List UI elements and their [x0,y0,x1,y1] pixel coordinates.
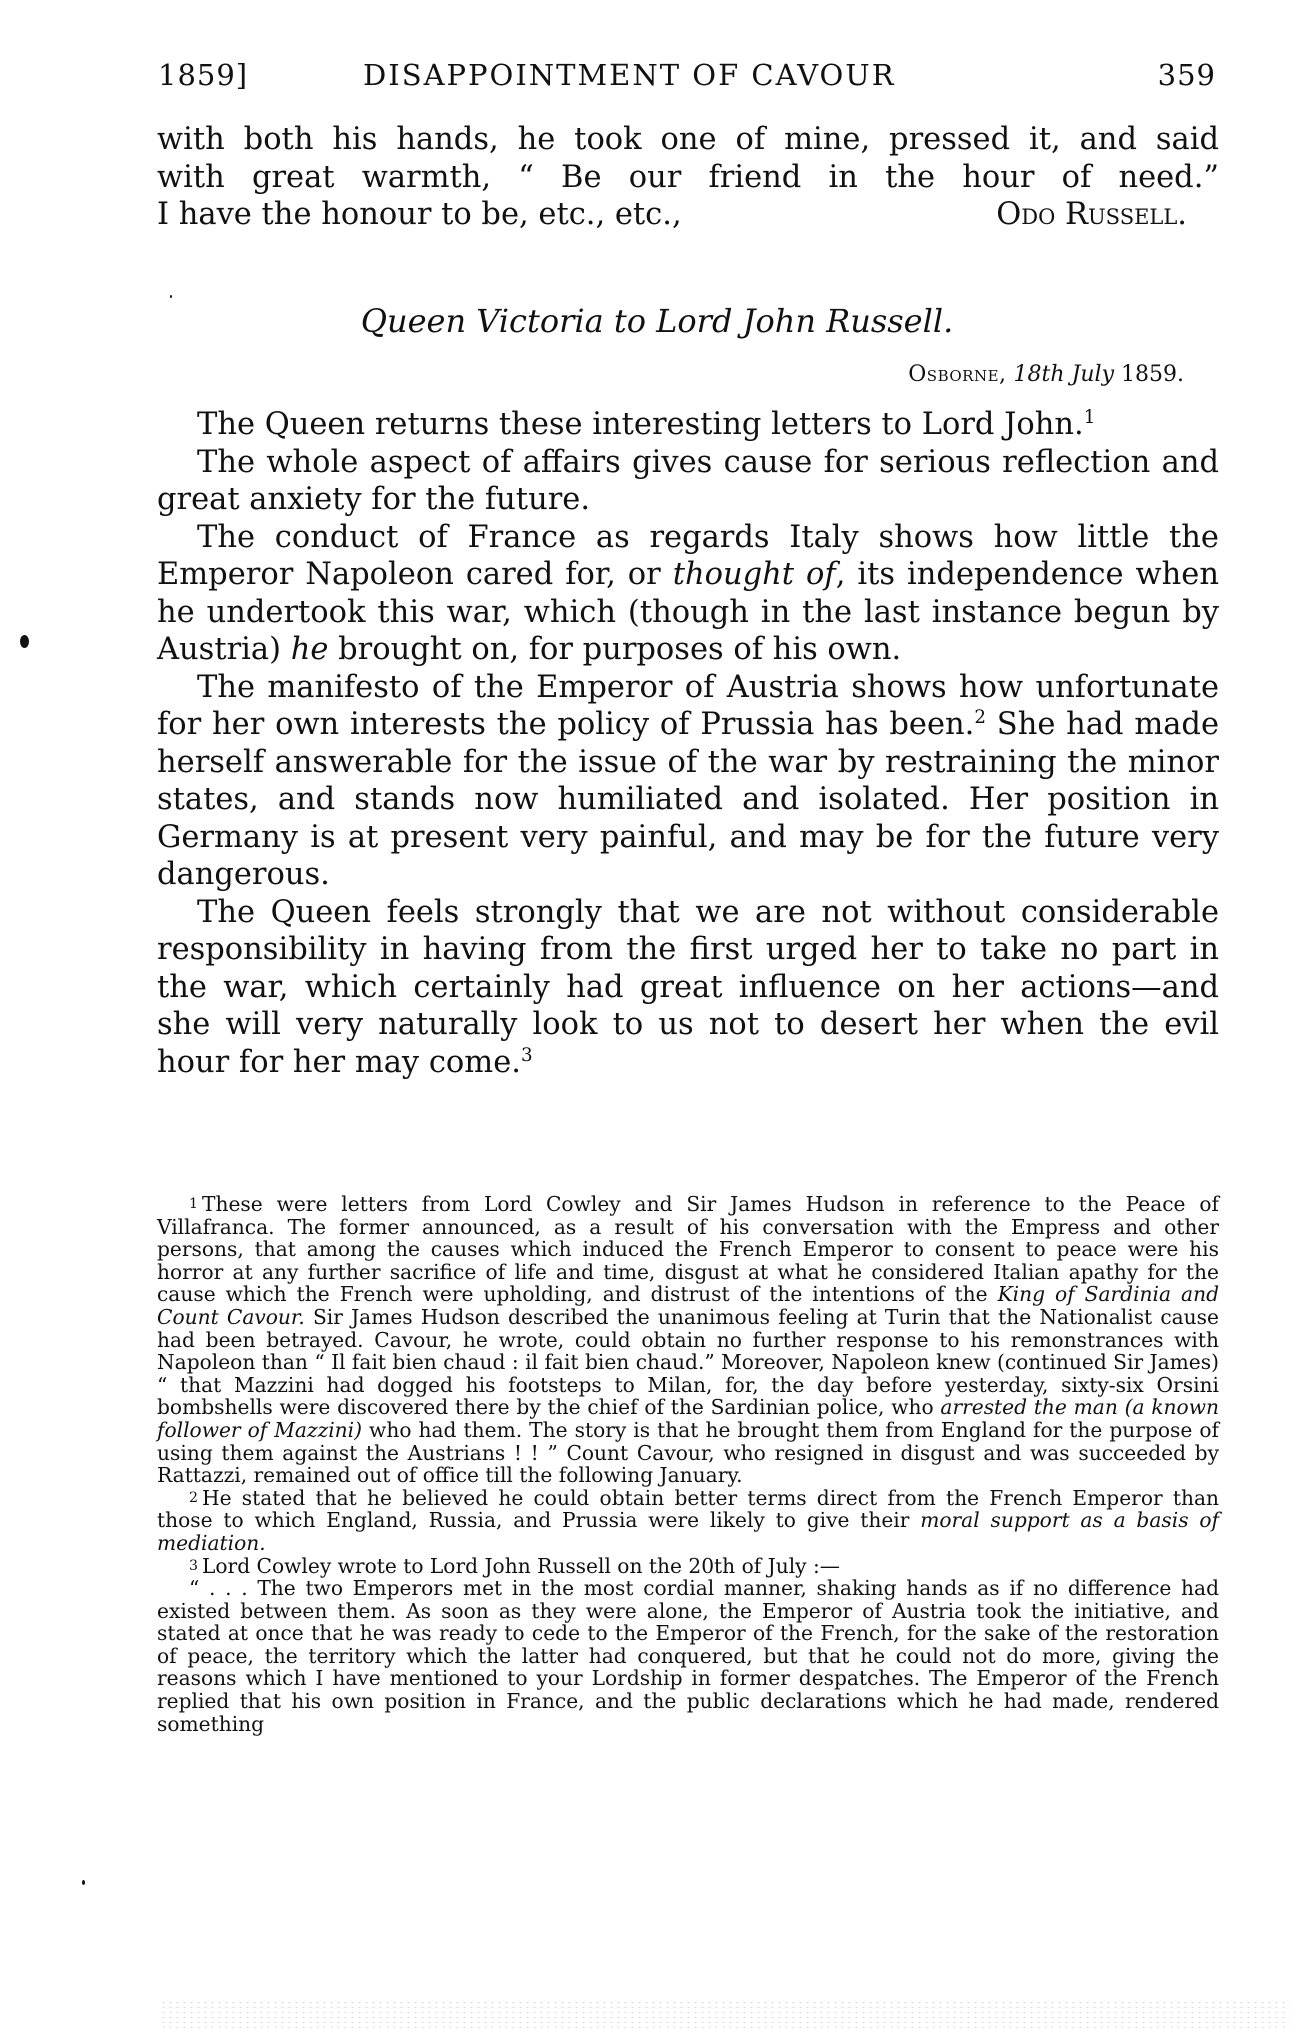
dateline-month: July [1071,362,1115,387]
footnote-1-text-b: Sir James Hudson described the unanimous feeling at Turin that the Nationalist cause had been betrayed. Cavour, he wrote, could obtain no further response to his remonstrances with Napoleon than “ Il fait bien chaud : il fait bien chaud.” Moreover, Napoleon knew (continued Sir James) “ that Mazzini had dogged his footsteps to Milan, for, the day before yesterday, sixty-six Orsini bombshells were discovered there by the chief of the Sardinian police, who [157,1304,1219,1420]
paragraph-3 [157,519,1219,669]
footnote-ref-3[interactable]: 3 [520,1044,533,1066]
footnote-2 [157,1487,1219,1555]
letter-body [157,406,1219,1081]
paragraph-4-text-b: She had made herself answerable for the issue of the war by restraining the minor states, and stands now humiliated and isolated. Her position in Germany is at present very painful, and may be for the future very dangerous. [157,707,1220,892]
footnote-ref-2[interactable]: 2 [974,706,987,728]
page-number: 359 [1157,58,1216,92]
continuation-line-1: with both his hands, he took one of mine, pressed it, and said [157,122,1219,157]
footnote-2-italic: moral support as a basis of mediation. [157,1508,1219,1555]
scan-noise [160,2000,1290,2030]
scan-speck [20,635,29,648]
footnotes [157,1193,1219,1735]
running-head-year: 1859] [158,58,249,92]
signature: Odo Russell. [996,197,1187,232]
paragraph-5-text: The Queen feels strongly that we are not without considerable responsibility in having from the first urged her to take no part in the war, which certainly had great influence on her actions—and she will very naturally look to us not to desert her when the evil hour for her may come. [157,894,1219,1080]
running-head-title: DISAPPOINTMENT OF CAVOUR [363,58,896,92]
footnote-1-text-c: who had them. The story is that he brought them from England for the purpose of using them against the Austrians ! ! ” Count Cavour, who resigned in disgust and was succeeded by Rattazzi, remained out of office till the following January. [157,1417,1219,1488]
dateline-place: Osborne, [908,362,1007,387]
footnote-2-number: 2 [189,1489,198,1506]
paragraph-1 [157,406,1219,444]
scan-speck [170,295,172,298]
dateline-year: 1859. [1121,362,1184,387]
closing-line [157,196,1219,234]
paragraph-1-text: The Queen returns these interesting letters to Lord John. [197,407,1084,442]
paragraph-3-text-b: , its independence when he undertook this war, which (though in the last instance begun by Austria) [157,557,1219,667]
paragraph-4-text-a: The manifesto of the Emperor of Austria shows how unfortunate for her own interests the policy of Prussia has been. [157,669,1219,742]
letter-heading: Queen Victoria to Lord John Russell. [360,302,954,340]
continuation-line-2: with great warmth, “ Be our friend in the hour of need.” [157,159,1219,195]
footnote-1-italic-1: King of Sardinia and Count Cavour. [157,1282,1219,1329]
paragraph-5 [157,894,1219,1082]
paragraph-3-text-a: The conduct of France as regards Italy shows how little the Emperor Napoleon cared for, or [157,519,1219,592]
footnote-3-quote: “ . . . The two Emperors met in the most cordial manner, shaking hands as if no difference had existed between them. As soon as they were alone, the Emperor of Austria took the initiative, and stated at once that he was ready to cede to the Emperor of the French, for the sake of the restoration of peace, the territory which the latter had conquered, but that he could not do more, giving the reasons which I have mentioned to your Lordship in former despatches. The Emperor of the French replied that his own position in France, and the public declarations which he had made, rendered something [157,1576,1219,1736]
footnote-3 [157,1555,1219,1578]
scan-speck [82,1880,85,1885]
footnote-ref-1[interactable]: 1 [1083,406,1096,428]
closing-formula: I have the honour to be, etc., etc., [157,197,682,232]
continuation-text [157,121,1219,234]
footnote-1-text-a: These were letters from Lord Cowley and Sir James Hudson in reference to the Peace of Villafranca. The former announced, as a result of his conversation with the Empress and other persons, that among the causes which induced the French Emperor to consent to peace were his horror at any further sacrifice of life and time, disgust at what he considered Italian apathy for the cause which the French were upholding, and distrust of the intentions of the [157,1192,1219,1307]
footnote-1 [157,1193,1219,1487]
footnote-2-text: He stated that he believed he could obtain better terms direct from the French Emperor than those to which England, Russia, and Prussia were likely to give their [157,1485,1219,1533]
paragraph-4 [157,669,1219,894]
footnote-3-intro: Lord Cowley wrote to Lord John Russell on the 20th of July :— [202,1553,840,1578]
paragraph-3-italic-2: he [290,632,329,667]
footnote-3-number: 3 [189,1557,198,1574]
footnote-1-number: 1 [189,1196,198,1212]
paragraph-3-text-c: brought on, for purposes of his own. [328,632,902,667]
paragraph-2: The whole aspect of affairs gives cause for serious reflection and great anxiety for the future. [157,444,1219,517]
dateline [908,362,1184,387]
paragraph-3-italic-1: thought of [672,557,836,592]
footnote-1-italic-2: arrested the man (a known follower of Mazzini) [157,1395,1219,1442]
dateline-day: 18th [1013,362,1065,387]
running-head [158,58,1216,98]
